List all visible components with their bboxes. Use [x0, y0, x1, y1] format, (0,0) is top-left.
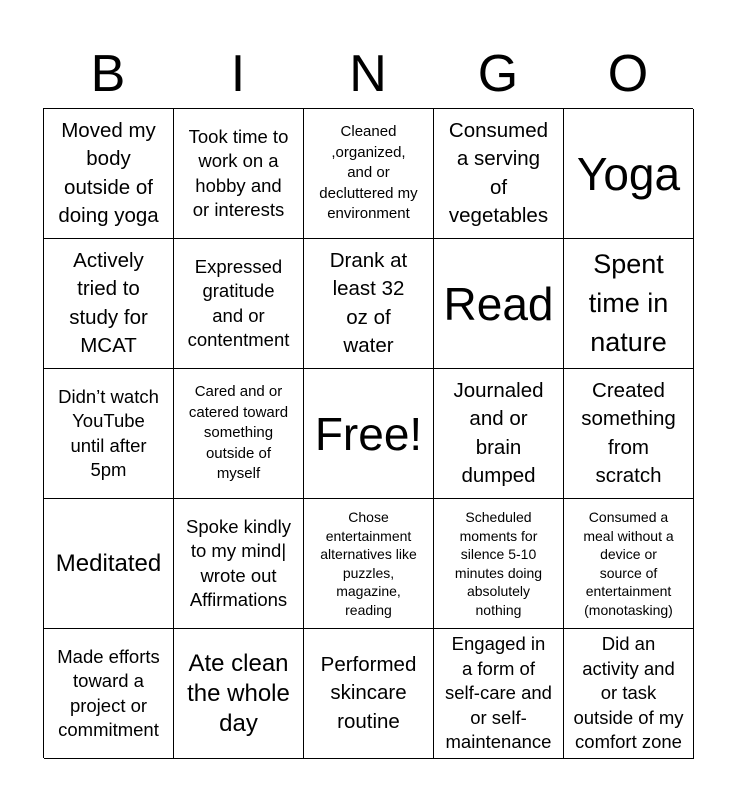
bingo-cell[interactable] — [304, 109, 434, 239]
bingo-cell[interactable] — [174, 109, 304, 239]
cell-text: Scheduled moments for silence 5-10 minutes doing absolutely nothing — [454, 509, 543, 618]
cell-text: Consumed a meal without a device or source of entertainment (monotasking) — [583, 509, 674, 618]
bingo-cell[interactable] — [44, 109, 174, 239]
cell-text: Read — [443, 277, 554, 330]
cell-text: Moved my body outside of doing yoga — [58, 118, 159, 227]
bingo-cell[interactable] — [564, 499, 694, 629]
bingo-cell[interactable] — [564, 369, 694, 499]
bingo-cell[interactable] — [44, 239, 174, 369]
cell-text: Did an activity and or task outside of my comfort zone — [573, 633, 684, 753]
bingo-cell[interactable] — [434, 499, 564, 629]
bingo-grid — [43, 108, 693, 758]
cell-text: Took time to work on a hobby and or interests — [188, 125, 289, 220]
bingo-cell[interactable] — [434, 369, 564, 499]
cell-text: Meditated — [55, 549, 162, 577]
cell-text: Drank at least 32 oz of water — [329, 248, 408, 357]
bingo-cell[interactable] — [174, 239, 304, 369]
cell-text: Journaled and or brain dumped — [453, 378, 544, 487]
bingo-header — [43, 40, 693, 108]
header-letter-i: I — [230, 45, 246, 103]
bingo-cell[interactable] — [434, 109, 564, 239]
cell-text: Yoga — [576, 147, 681, 200]
bingo-cell[interactable] — [174, 369, 304, 499]
header-letter-o: O — [607, 45, 649, 103]
cell-text: Ate clean the whole day — [187, 649, 290, 737]
bingo-cell[interactable] — [564, 239, 694, 369]
cell-text: Cleaned ,organized, and or decluttered my environment — [319, 123, 418, 223]
cell-text: Actively tried to study for MCAT — [69, 248, 148, 357]
bingo-cell[interactable] — [304, 369, 434, 499]
cell-text: Consumed a serving of vegetables — [448, 118, 549, 227]
bingo-cell[interactable] — [434, 629, 564, 759]
bingo-cell[interactable] — [44, 629, 174, 759]
cell-text: Didn’t watch YouTube until after 5pm — [58, 385, 159, 480]
bingo-cell[interactable] — [44, 369, 174, 499]
bingo-cell[interactable] — [434, 239, 564, 369]
header-letter-n: N — [349, 45, 387, 103]
bingo-cell[interactable] — [564, 629, 694, 759]
bingo-cell[interactable] — [174, 629, 304, 759]
bingo-cell[interactable] — [564, 109, 694, 239]
cell-text: Spent time in nature — [588, 249, 669, 357]
cell-text: Expressed gratitude and or contentment — [187, 255, 290, 350]
cell-text: Performed skincare routine — [320, 652, 417, 733]
cell-text: Free! — [314, 407, 423, 460]
bingo-cell[interactable] — [304, 499, 434, 629]
bingo-cell[interactable] — [304, 239, 434, 369]
bingo-cell[interactable] — [304, 629, 434, 759]
cell-text: Engaged in a form of self-care and or self- maintenance — [445, 633, 552, 753]
bingo-cell[interactable] — [44, 499, 174, 629]
cell-text: Chose entertainment alternatives like puzzles, magazine, reading — [320, 509, 417, 618]
cell-text: Cared and or catered toward something outside of myself — [188, 383, 289, 483]
bingo-cell[interactable] — [174, 499, 304, 629]
cell-text: Created something from scratch — [581, 378, 676, 487]
header-letter-g: G — [477, 45, 519, 103]
cell-text: Spoke kindly to my mind| wrote out Affirmations — [186, 515, 291, 610]
cell-text: Made efforts toward a project or commitment — [57, 645, 160, 740]
header-letter-b: B — [90, 45, 126, 103]
